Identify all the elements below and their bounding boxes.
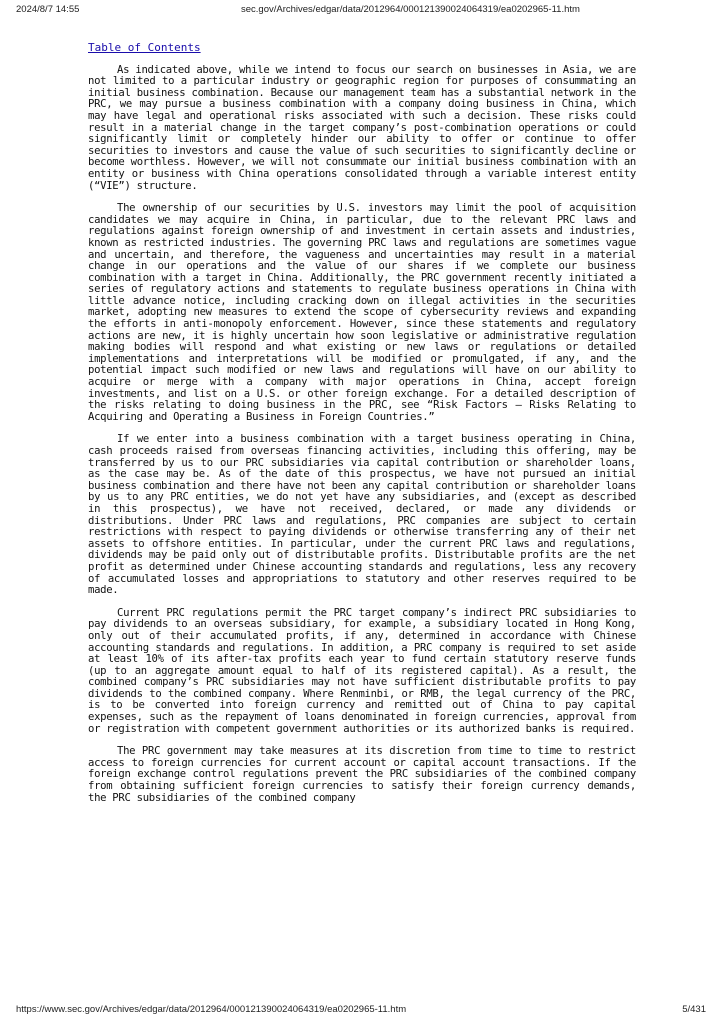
print-datetime: 2024/8/7 14:55 bbox=[16, 4, 80, 15]
paragraph-us-ownership: The ownership of our securities by U.S. investors may limit the pool of acquisition candidates we may acquire in China, in particular, due to the relevant PRC laws and regulations against foreign ownership of and investment in certain assets and industries, known as restricted industries. The governing PRC laws and regulations are sometimes vague and uncertain, and therefore, the vagueness and uncertainties may result in a material change in our operations and the value of our shares if we complete our business combination with a target in China. Additionally, the PRC government recently initiated a series of regulatory actions and statements to regulate business operations in China with little advance notice, including cracking down on illegal activities in the securities market, adopting new measures to extend the scope of cybersecurity reviews and expanding the efforts in anti-monopoly enforcement. However, since these statements and regulatory actions are new, it is highly uncertain how soon legislative or administrative regulation making bodies will respond and what existing or new laws or regulations or detailed implementations and interpretations will be modified or promulgated, if any, and the potential impact such modified or new laws and regulations will have on our ability to acquire or merge with a company with major operations in China, accept foreign investments, and list on a U.S. or other foreign exchange. For a detailed description of the risks relating to doing business in the PRC, see “Risk Factors — Risks Relating to Acquiring and Operating a Business in Foreign Countries.” bbox=[88, 202, 636, 423]
paragraph-cash-proceeds: If we enter into a business combination with a target business operating in China, cash proceeds raised from overseas financing activities, including this offering, may be transferred by us to our PRC subsidiaries via capital contribution or shareholder loans, as the case may be. As of the date of this prospectus, we have not pursued an initial business combination and there have not been any capital contribution or shareholder loans by us to any PRC entities, we do not yet have any subsidiaries, and (except as described in this prospectus), we have not received, declared, or made any dividends or distributions. Under PRC laws and regulations, PRC companies are subject to certain restrictions with respect to paying dividends or otherwise transferring any of their net assets to offshore entities. In particular, under the current PRC laws and regulations, dividends may be paid only out of distributable profits. Distributable profits are the net profit as determined under Chinese accounting standards and regulations, less any recovery of accumulated losses and appropriations to statutory and other reserves required to be made. bbox=[88, 433, 636, 597]
document-body bbox=[88, 42, 636, 815]
print-footer-url: https://www.sec.gov/Archives/edgar/data/2012964/000121390024064319/ea0202965-11.htm bbox=[16, 1004, 407, 1015]
print-header bbox=[16, 4, 708, 18]
print-header-url: sec.gov/Archives/edgar/data/2012964/000121390024064319/ea0202965-11.htm bbox=[241, 4, 580, 15]
paragraph-dividend-regulations: Current PRC regulations permit the PRC target company’s indirect PRC subsidiaries to pay dividends to an overseas subsidiary, for example, a subsidiary located in Hong Kong, only out of their accumulated profits, if any, determined in accordance with Chinese accounting standards and regulations. In addition, a PRC company is required to set aside at least 10% of its after-tax profits each year to fund certain statutory reserve funds (up to an aggregate amount equal to half of its registered capital). As a result, the combined company’s PRC subsidiaries may not have sufficient distributable profits to pay dividends to the combined company. Where Renminbi, or RMB, the legal currency of the PRC, is to be converted into foreign currency and remitted out of China to pay capital expenses, such as the repayment of loans denominated in foreign currencies, approval from or registration with competent government authorities or its authorized banks is required. bbox=[88, 606, 636, 735]
print-footer bbox=[16, 1004, 706, 1018]
table-of-contents-link[interactable]: Table of Contents bbox=[88, 41, 201, 54]
paragraph-business-focus: As indicated above, while we intend to focus our search on businesses in Asia, we are not limited to a particular industry or geographic region for purposes of consummating an initial business combination. Because our management team has a substantial network in the PRC, we may pursue a business combination with a company doing business in China, which may have legal and operational risks associated with such a decision. These risks could result in a material change in the target company’s post-combination operations or could significantly limit or completely hinder our ability to offer or continue to offer securities to investors and cause the value of such securities to significantly decline or become worthless. However, we will not consummate our initial business combination with an entity or business with China operations consolidated through a variable interest entity (“VIE”) structure. bbox=[88, 63, 636, 192]
paragraph-currency-restrictions: The PRC government may take measures at its discretion from time to time to restrict access to foreign currencies for current account or capital account transactions. If the foreign exchange control regulations prevent the PRC subsidiaries of the combined company from obtaining sufficient foreign currencies to satisfy their foreign currency demands, the PRC subsidiaries of the combined company bbox=[88, 745, 636, 804]
page-number: 5/431 bbox=[682, 1004, 706, 1015]
